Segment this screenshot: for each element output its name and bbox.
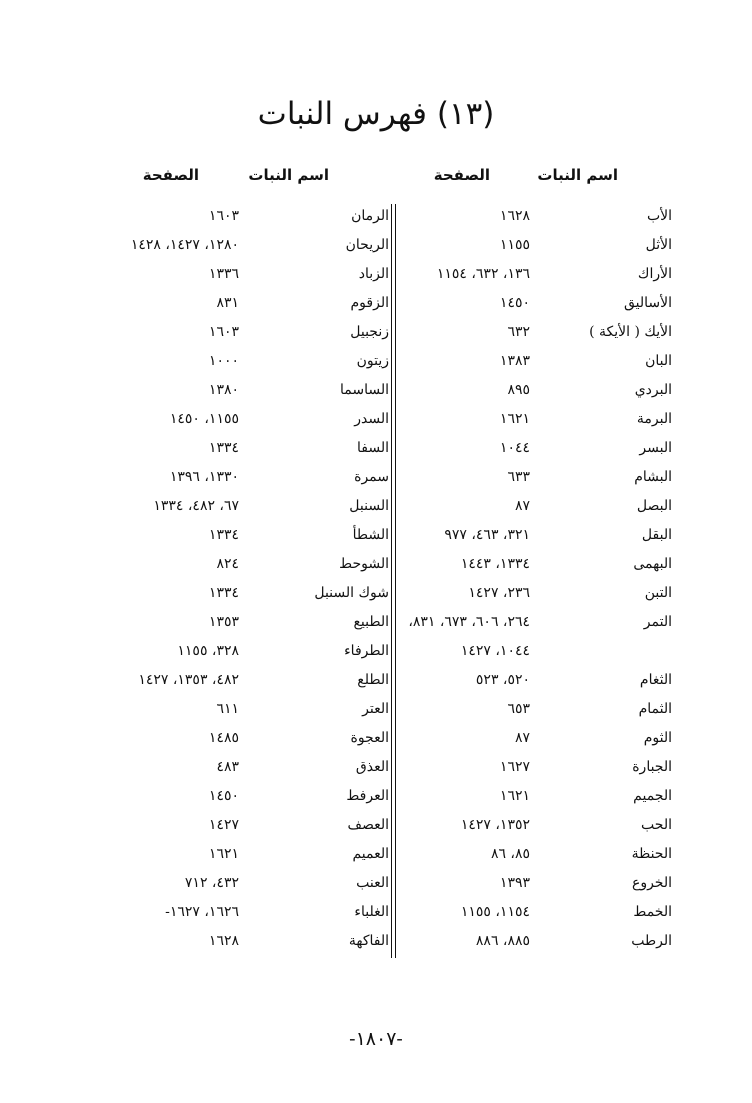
page-refs-left: ١٣٨٠ — [208, 382, 239, 398]
plant-name-left: الساسما — [340, 382, 389, 398]
header-plant-name-left: اسم النبات — [248, 166, 329, 184]
page-refs-right: ١٣٨٣ — [499, 353, 530, 369]
table-row — [0, 290, 752, 319]
page-refs-right: ٦٥٣ — [507, 701, 530, 717]
page-refs-right: ٢٦٤، ٦٠٦، ٦٧٣، ٨٣١، — [408, 614, 530, 630]
page-refs-left: ٦١١ — [216, 701, 239, 717]
page-refs-left: ٤٨٢، ١٣٥٣، ١٤٢٧ — [138, 672, 239, 688]
plant-name-left: العجوة — [350, 730, 389, 746]
page-refs-right: ١٠٤٤ — [499, 440, 530, 456]
table-row — [0, 696, 752, 725]
page-refs-right: ٢٣٦، ١٤٢٧ — [468, 585, 530, 601]
plant-name-left: السنبل — [349, 498, 389, 514]
page-refs-left: ٨٣١ — [216, 295, 239, 311]
page-refs-left: ١٦٢٦، ١٦٢٧- — [165, 904, 239, 920]
page-refs-left: ١٣٥٣ — [208, 614, 239, 630]
plant-name-right: التمر — [643, 614, 672, 630]
page-refs-right: ٣٢١، ٤٦٣، ٩٧٧ — [444, 527, 530, 543]
header-plant-name-right: اسم النبات — [537, 166, 618, 184]
plant-name-right: التبن — [644, 585, 672, 601]
page-refs-left: ٤٨٣ — [216, 759, 239, 775]
table-row — [0, 377, 752, 406]
plant-name-right: الأراك — [637, 266, 672, 282]
page-refs-left: ١٣٣٤ — [208, 527, 239, 543]
page-refs-right: ١٠٤٤، ١٤٢٧ — [460, 643, 530, 659]
page-refs-right: ٦٣٢ — [507, 324, 530, 340]
page-refs-right: ١٣٥٢، ١٤٢٧ — [460, 817, 530, 833]
plant-name-right: الرطب — [631, 933, 672, 949]
table-row — [0, 232, 752, 261]
plant-name-right: البصل — [636, 498, 672, 514]
table-row — [0, 754, 752, 783]
table-row — [0, 899, 752, 928]
plant-name-left: الشوحط — [339, 556, 389, 572]
table-row — [0, 580, 752, 609]
page-refs-left: ٣٢٨، ١١٥٥ — [177, 643, 239, 659]
plant-name-right: الحب — [641, 817, 672, 833]
index-table — [0, 203, 752, 957]
table-row — [0, 319, 752, 348]
table-row — [0, 493, 752, 522]
table-row — [0, 522, 752, 551]
page-refs-right: ١٦٢٧ — [499, 759, 530, 775]
table-row — [0, 667, 752, 696]
page-refs-right: ١٤٥٠ — [499, 295, 530, 311]
table-row — [0, 551, 752, 580]
page-refs-right: ١٦٢١ — [499, 411, 530, 427]
plant-name-left: شوك السنبل — [314, 585, 389, 601]
page-refs-right: ٦٣٣ — [507, 469, 530, 485]
plant-name-left: العميم — [352, 846, 389, 862]
page-refs-left: ١٠٠٠ — [208, 353, 239, 369]
plant-name-right: البقل — [641, 527, 672, 543]
page-refs-right: ١٣٣٤، ١٤٤٣ — [460, 556, 530, 572]
plant-name-right: الأثل — [645, 237, 672, 253]
plant-name-right: البسر — [639, 440, 672, 456]
plant-name-left: سمرة — [354, 469, 389, 485]
page-refs-right: ١٣٩٣ — [499, 875, 530, 891]
table-row — [0, 812, 752, 841]
page-refs-left: ١٦٠٣ — [208, 208, 239, 224]
plant-name-right: الأب — [646, 208, 672, 224]
plant-name-right: الأساليق — [623, 295, 672, 311]
page-refs-right: ٨٧ — [514, 498, 530, 514]
plant-name-left: السدر — [354, 411, 389, 427]
page-refs-right: ١٦٢١ — [499, 788, 530, 804]
table-row — [0, 406, 752, 435]
page-refs-left: ٨٢٤ — [216, 556, 239, 572]
page-refs-left: ١٦٢١ — [208, 846, 239, 862]
table-row — [0, 203, 752, 232]
page-title: (١٣) فهرس النبات — [257, 96, 495, 132]
plant-name-left: الفاكهة — [348, 933, 389, 949]
plant-name-right: الثمام — [638, 701, 672, 717]
plant-name-left: الغلباء — [354, 904, 389, 920]
plant-name-right: الثوم — [643, 730, 672, 746]
table-row — [0, 725, 752, 754]
header-page-left: الصفحة — [142, 166, 199, 184]
plant-name-left: الطرفاء — [344, 643, 389, 659]
page-refs-left: ١١٥٥، ١٤٥٠ — [169, 411, 239, 427]
plant-name-left: الشطأ — [352, 527, 389, 543]
plant-name-left: الرمان — [351, 208, 389, 224]
page-refs-left: ١٣٣٤ — [208, 585, 239, 601]
plant-name-right: البشام — [634, 469, 672, 485]
page-number: -١٨٠٧- — [349, 1028, 403, 1050]
page-refs-right: ١٦٢٨ — [499, 208, 530, 224]
page-refs-left: ١٦٠٣ — [208, 324, 239, 340]
plant-name-right: الثغام — [639, 672, 672, 688]
table-row — [0, 841, 752, 870]
plant-name-left: الطبيع — [353, 614, 389, 630]
plant-name-right: البرمة — [636, 411, 672, 427]
page-refs-left: ١٦٢٨ — [208, 933, 239, 949]
page-refs-right: ١١٥٥ — [499, 237, 530, 253]
table-row — [0, 783, 752, 812]
table-row — [0, 348, 752, 377]
table-row — [0, 870, 752, 899]
table-row — [0, 638, 752, 667]
table-row — [0, 464, 752, 493]
page-refs-left: ١٣٣٤ — [208, 440, 239, 456]
page-refs-left: ٤٣٢، ٧١٢ — [184, 875, 239, 891]
plant-name-left: العنب — [356, 875, 389, 891]
page-refs-right: ٨٩٥ — [507, 382, 530, 398]
plant-name-left: السفا — [357, 440, 389, 456]
table-row — [0, 261, 752, 290]
page-refs-left: ١٢٨٠، ١٤٢٧، ١٤٢٨ — [130, 237, 239, 253]
page-refs-right: ٨٧ — [514, 730, 530, 746]
page-refs-right: ١١٥٤، ١١٥٥ — [460, 904, 530, 920]
page-refs-left: ١٣٣٠، ١٣٩٦ — [169, 469, 239, 485]
plant-name-right: الجبارة — [632, 759, 672, 775]
plant-name-right: البان — [645, 353, 672, 369]
plant-name-right: الحنظة — [631, 846, 672, 862]
page-refs-left: ١٤٨٥ — [208, 730, 239, 746]
page-refs-right: ٨٥، ٨٦ — [490, 846, 530, 862]
table-row — [0, 609, 752, 638]
plant-name-left: العتر — [362, 701, 389, 717]
plant-name-right: البهمى — [633, 556, 672, 572]
plant-name-left: العصف — [347, 817, 389, 833]
page-refs-right: ٨٨٥، ٨٨٦ — [475, 933, 530, 949]
page-refs-right: ١٣٦، ٦٣٢، ١١٥٤ — [436, 266, 530, 282]
page-refs-right: ٥٢٠، ٥٢٣ — [475, 672, 530, 688]
plant-name-left: العرفط — [346, 788, 389, 804]
plant-name-left: الريحان — [345, 237, 389, 253]
plant-name-right: الخروع — [631, 875, 672, 891]
plant-name-left: زيتون — [356, 353, 389, 369]
plant-name-left: الزقوم — [350, 295, 389, 311]
plant-name-right: الخمط — [633, 904, 672, 920]
header-page-right: الصفحة — [433, 166, 490, 184]
plant-name-right: الأيك ( الأيكة ) — [589, 324, 672, 340]
plant-name-right: البردي — [634, 382, 672, 398]
page-refs-left: ١٣٣٦ — [208, 266, 239, 282]
table-row — [0, 435, 752, 464]
table-row — [0, 928, 752, 957]
page-refs-left: ١٤٥٠ — [208, 788, 239, 804]
plant-name-right: الجميم — [633, 788, 672, 804]
plant-name-left: الطلع — [357, 672, 389, 688]
page-refs-left: ١٤٢٧ — [208, 817, 239, 833]
plant-name-left: الزباد — [358, 266, 389, 282]
plant-name-left: زنجبيل — [350, 324, 389, 340]
plant-name-left: العذق — [355, 759, 389, 775]
page-refs-left: ٦٧، ٤٨٢، ١٣٣٤ — [153, 498, 239, 514]
